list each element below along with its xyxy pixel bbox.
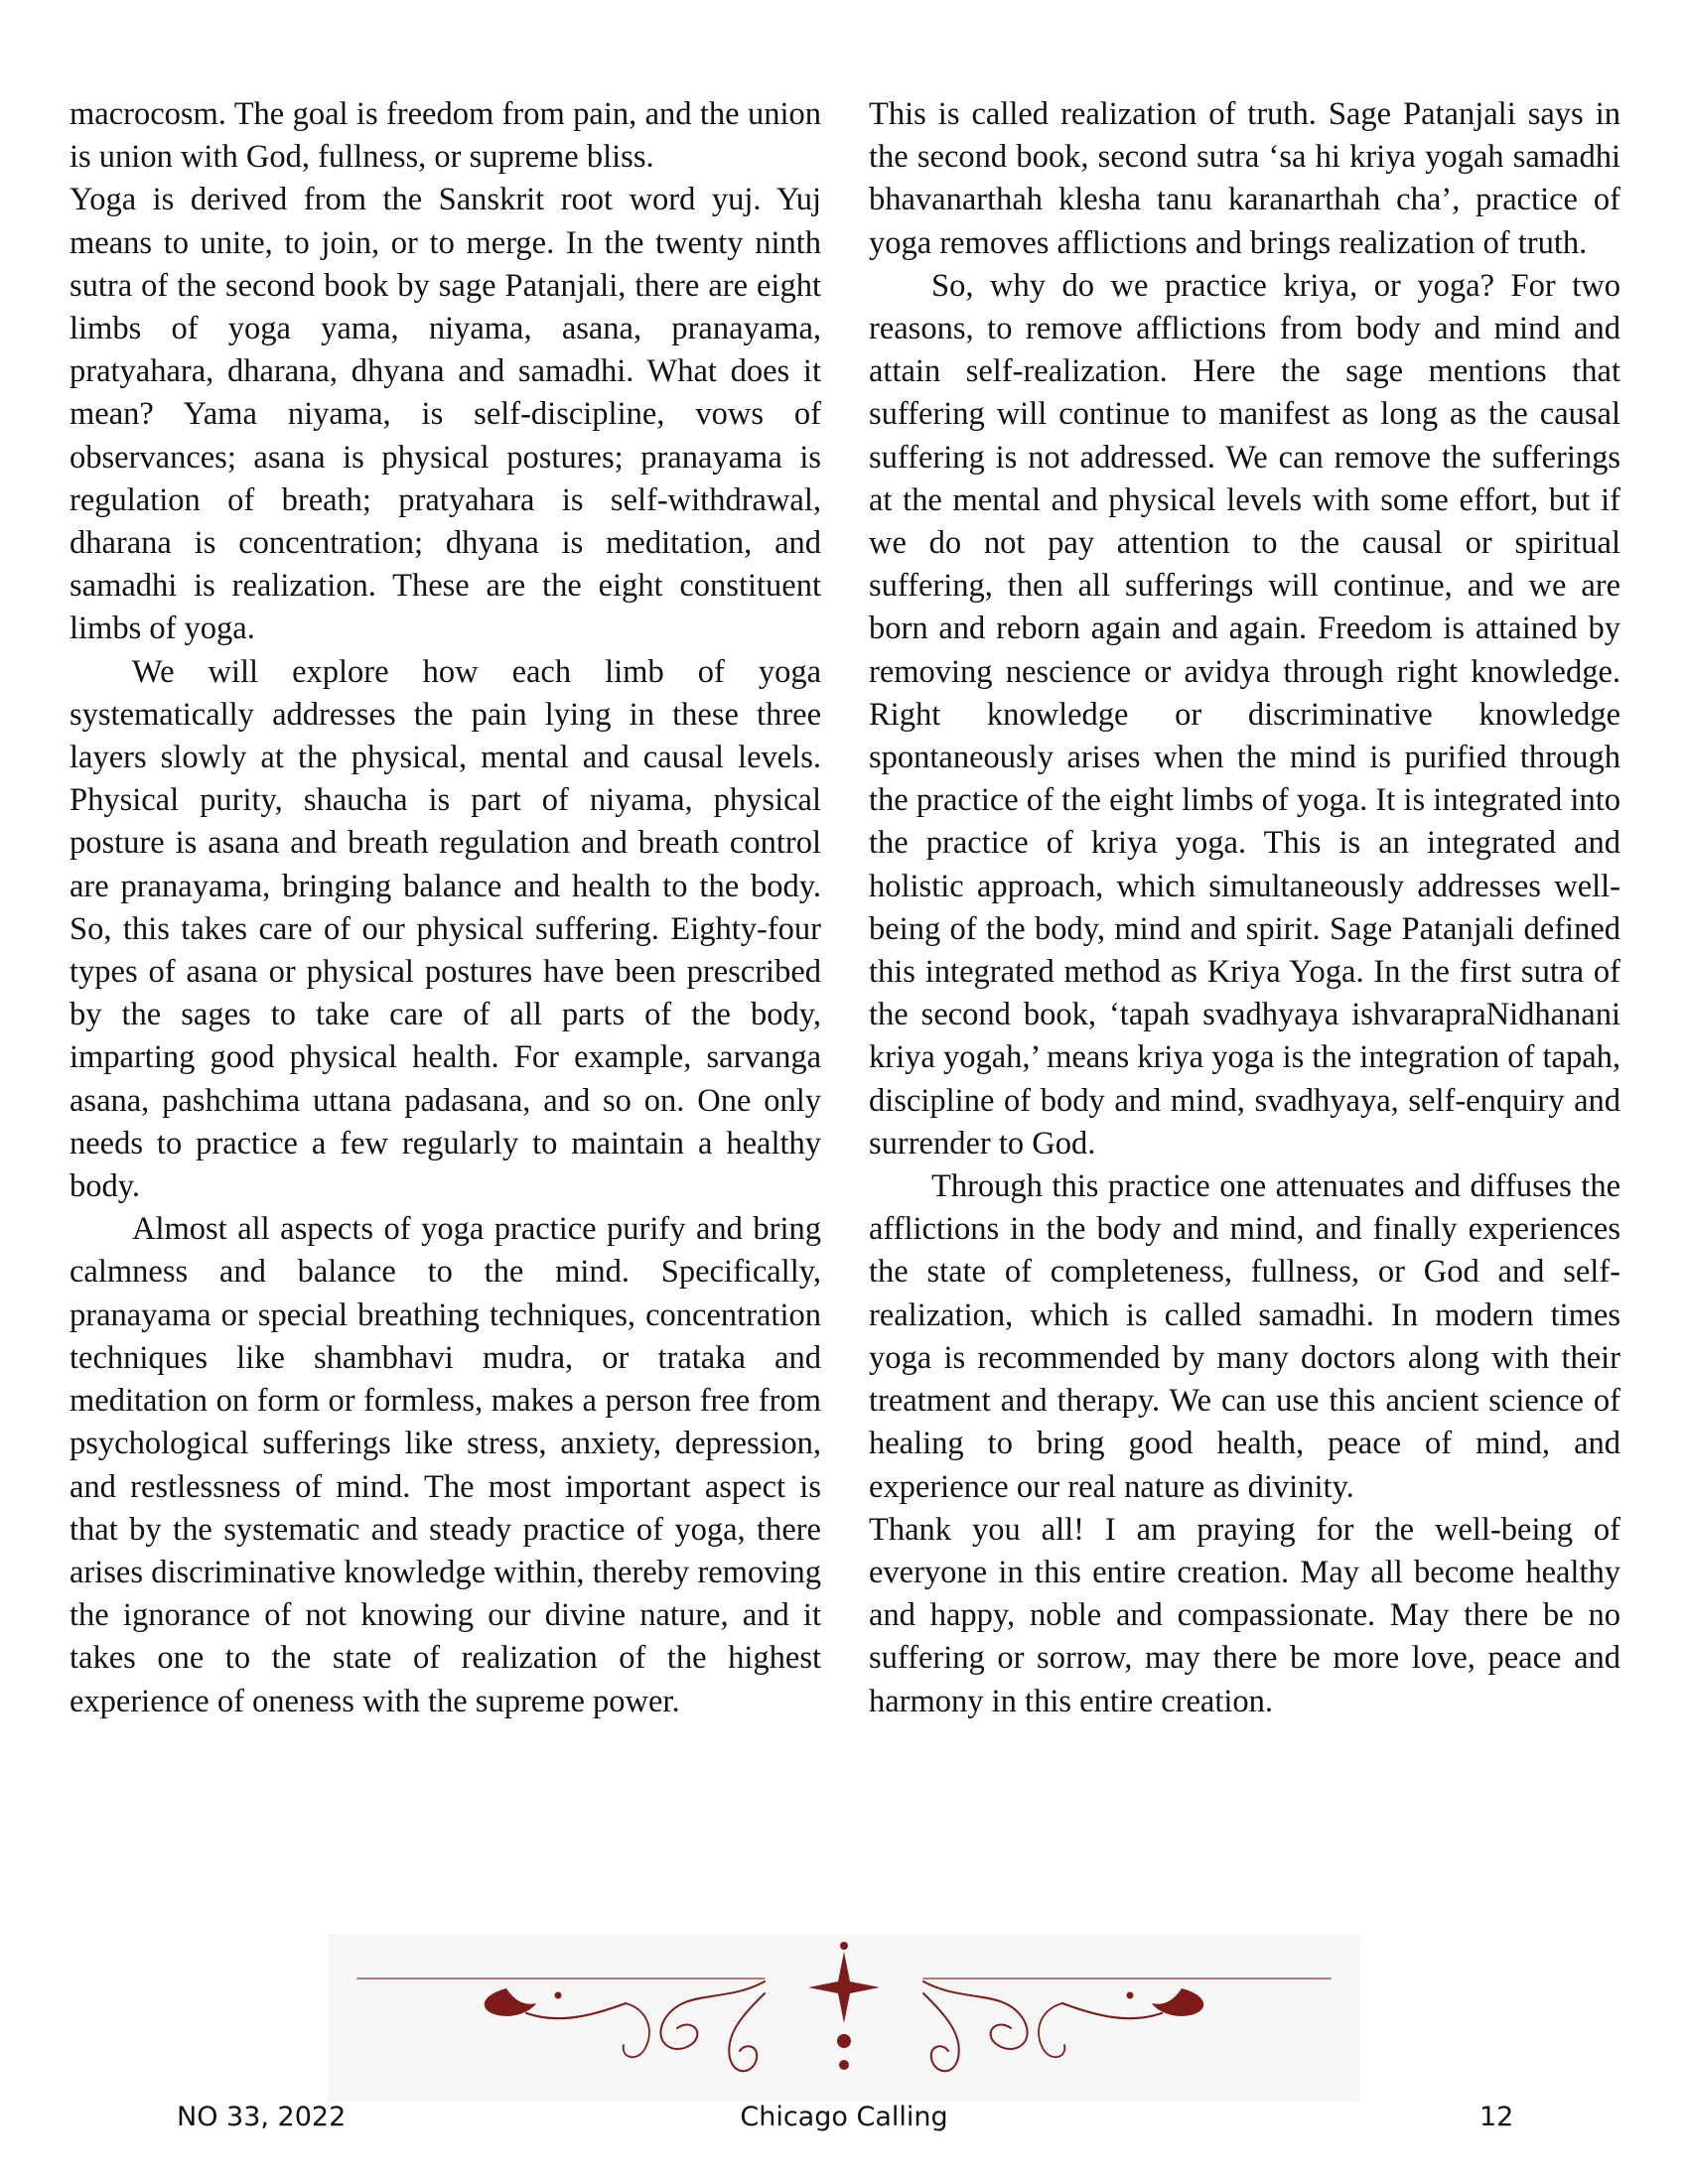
- issue-label: NO 33, 2022: [177, 2102, 347, 2132]
- flourish-divider-icon: [328, 1934, 1360, 2103]
- paragraph: Almost all aspects of yoga practice purify and bring calmness and balance to the mind. Specifically, pranayama or special breathing techniques, concentration techniques like shambhavi mudra, or trataka and meditation on form or formless, makes a person free from psychological sufferings like stress, anxiety, depression, and restlessness of mind. The most important aspect is that by the systematic and steady practice of yoga, there arises discriminative knowledge within, thereby removing the ignorance of not knowing our divine nature, and it takes one to the state of realization of the highest experience of oneness with the supreme power.: [70, 1211, 821, 1719]
- paragraph: Thank you all! I am praying for the well-being of everyone in this entire creation. May all become healthy and happy, noble and compassionate. May there be no suffering or sorrow, may there be more love, peace and harmony in this entire creation.: [869, 1511, 1620, 1719]
- paragraph: macrocosm. The goal is freedom from pain, and the union is union with God, fullness, or supreme bliss.: [70, 96, 821, 176]
- paragraph: We will explore how each limb of yoga systematically addresses the pain lying in these three layers slowly at the physical, mental and causal levels. Physical purity, shaucha is part of niyama, physical posture is asana and breath regulation and breath control are pranayama, bringing balance and health to the body. So, this takes care of our physical suffering. Eighty-four types of asana or physical postures have been prescribed by the sages to take care of all parts of the body, imparting good physical health. For example, sarvanga asana, pashchima uttana padasana, and so on. One only needs to practice a few regularly to maintain a healthy body.: [70, 653, 821, 1205]
- paragraph: So, why do we practice kriya, or yoga? For two reasons, to remove afflictions from body and mind and attain self-realization. Here the sage mentions that suffering will continue to manifest as long as the causal suffering is not addressed. We can remove the sufferings at the mental and physical levels with some effort, but if we do not pay attention to the causal or spiritual suffering, then all sufferings will continue, and we are born and reborn again and again. Freedom is attained by removing nescience or avidya through right knowledge. Right knowledge or discriminative knowledge spontaneously arises when the mind is purified through the practice of the eight limbs of yoga. It is integrated into the practice of kriya yoga. This is an integrated and holistic approach, which simultaneously addresses well-being of the body, mind and spirit. Sage Patanjali defined this integrated method as Kriya Yoga. In the first sutra of the second book, ‘tapah svadhyaya ishvarapraNidhanani kriya yogah,’ means kriya yoga is the integration of tapah, discipline of body and mind, svadhyaya, self-enquiry and surrender to God.: [869, 267, 1620, 1161]
- paragraph: This is called realization of truth. Sage Patanjali says in the second book, second sutra ‘sa hi kriya yogah samadhi bhavanarthah klesha tanu karanarthah cha’, practice of yoga removes afflictions and brings realization of truth.: [869, 96, 1620, 261]
- paragraph: Through this practice one attenuates and diffuses the afflictions in the body and mind, and finally experiences the state of completeness, fullness, or God and self-realization, which is called samadhi. In modern times yoga is recommended by many doctors along with their treatment and therapy. We can use this ancient science of healing to bring good health, peace of mind, and experience our real nature as divinity.: [869, 1168, 1620, 1505]
- publication-title: Chicago Calling: [740, 2102, 948, 2132]
- page-number: 12: [1479, 2102, 1514, 2132]
- paragraph: Yoga is derived from the Sanskrit root word yuj. Yuj means to unite, to join, or to merge. In the twenty ninth sutra of the second book by sage Patanjali, there are eight limbs of yoga yama, niyama, asana, pranayama, pratyahara, dharana, dhyana and samadhi. What does it mean? Yama niyama, is self-discipline, vows of observances; asana is physical postures; pranayama is regulation of breath; pratyahara is self-withdrawal, dharana is concentration; dhyana is meditation, and samadhi is realization. These are the eight constituent limbs of yoga.: [70, 182, 821, 647]
- left-column: [70, 93, 821, 1723]
- right-column: [869, 93, 1620, 1723]
